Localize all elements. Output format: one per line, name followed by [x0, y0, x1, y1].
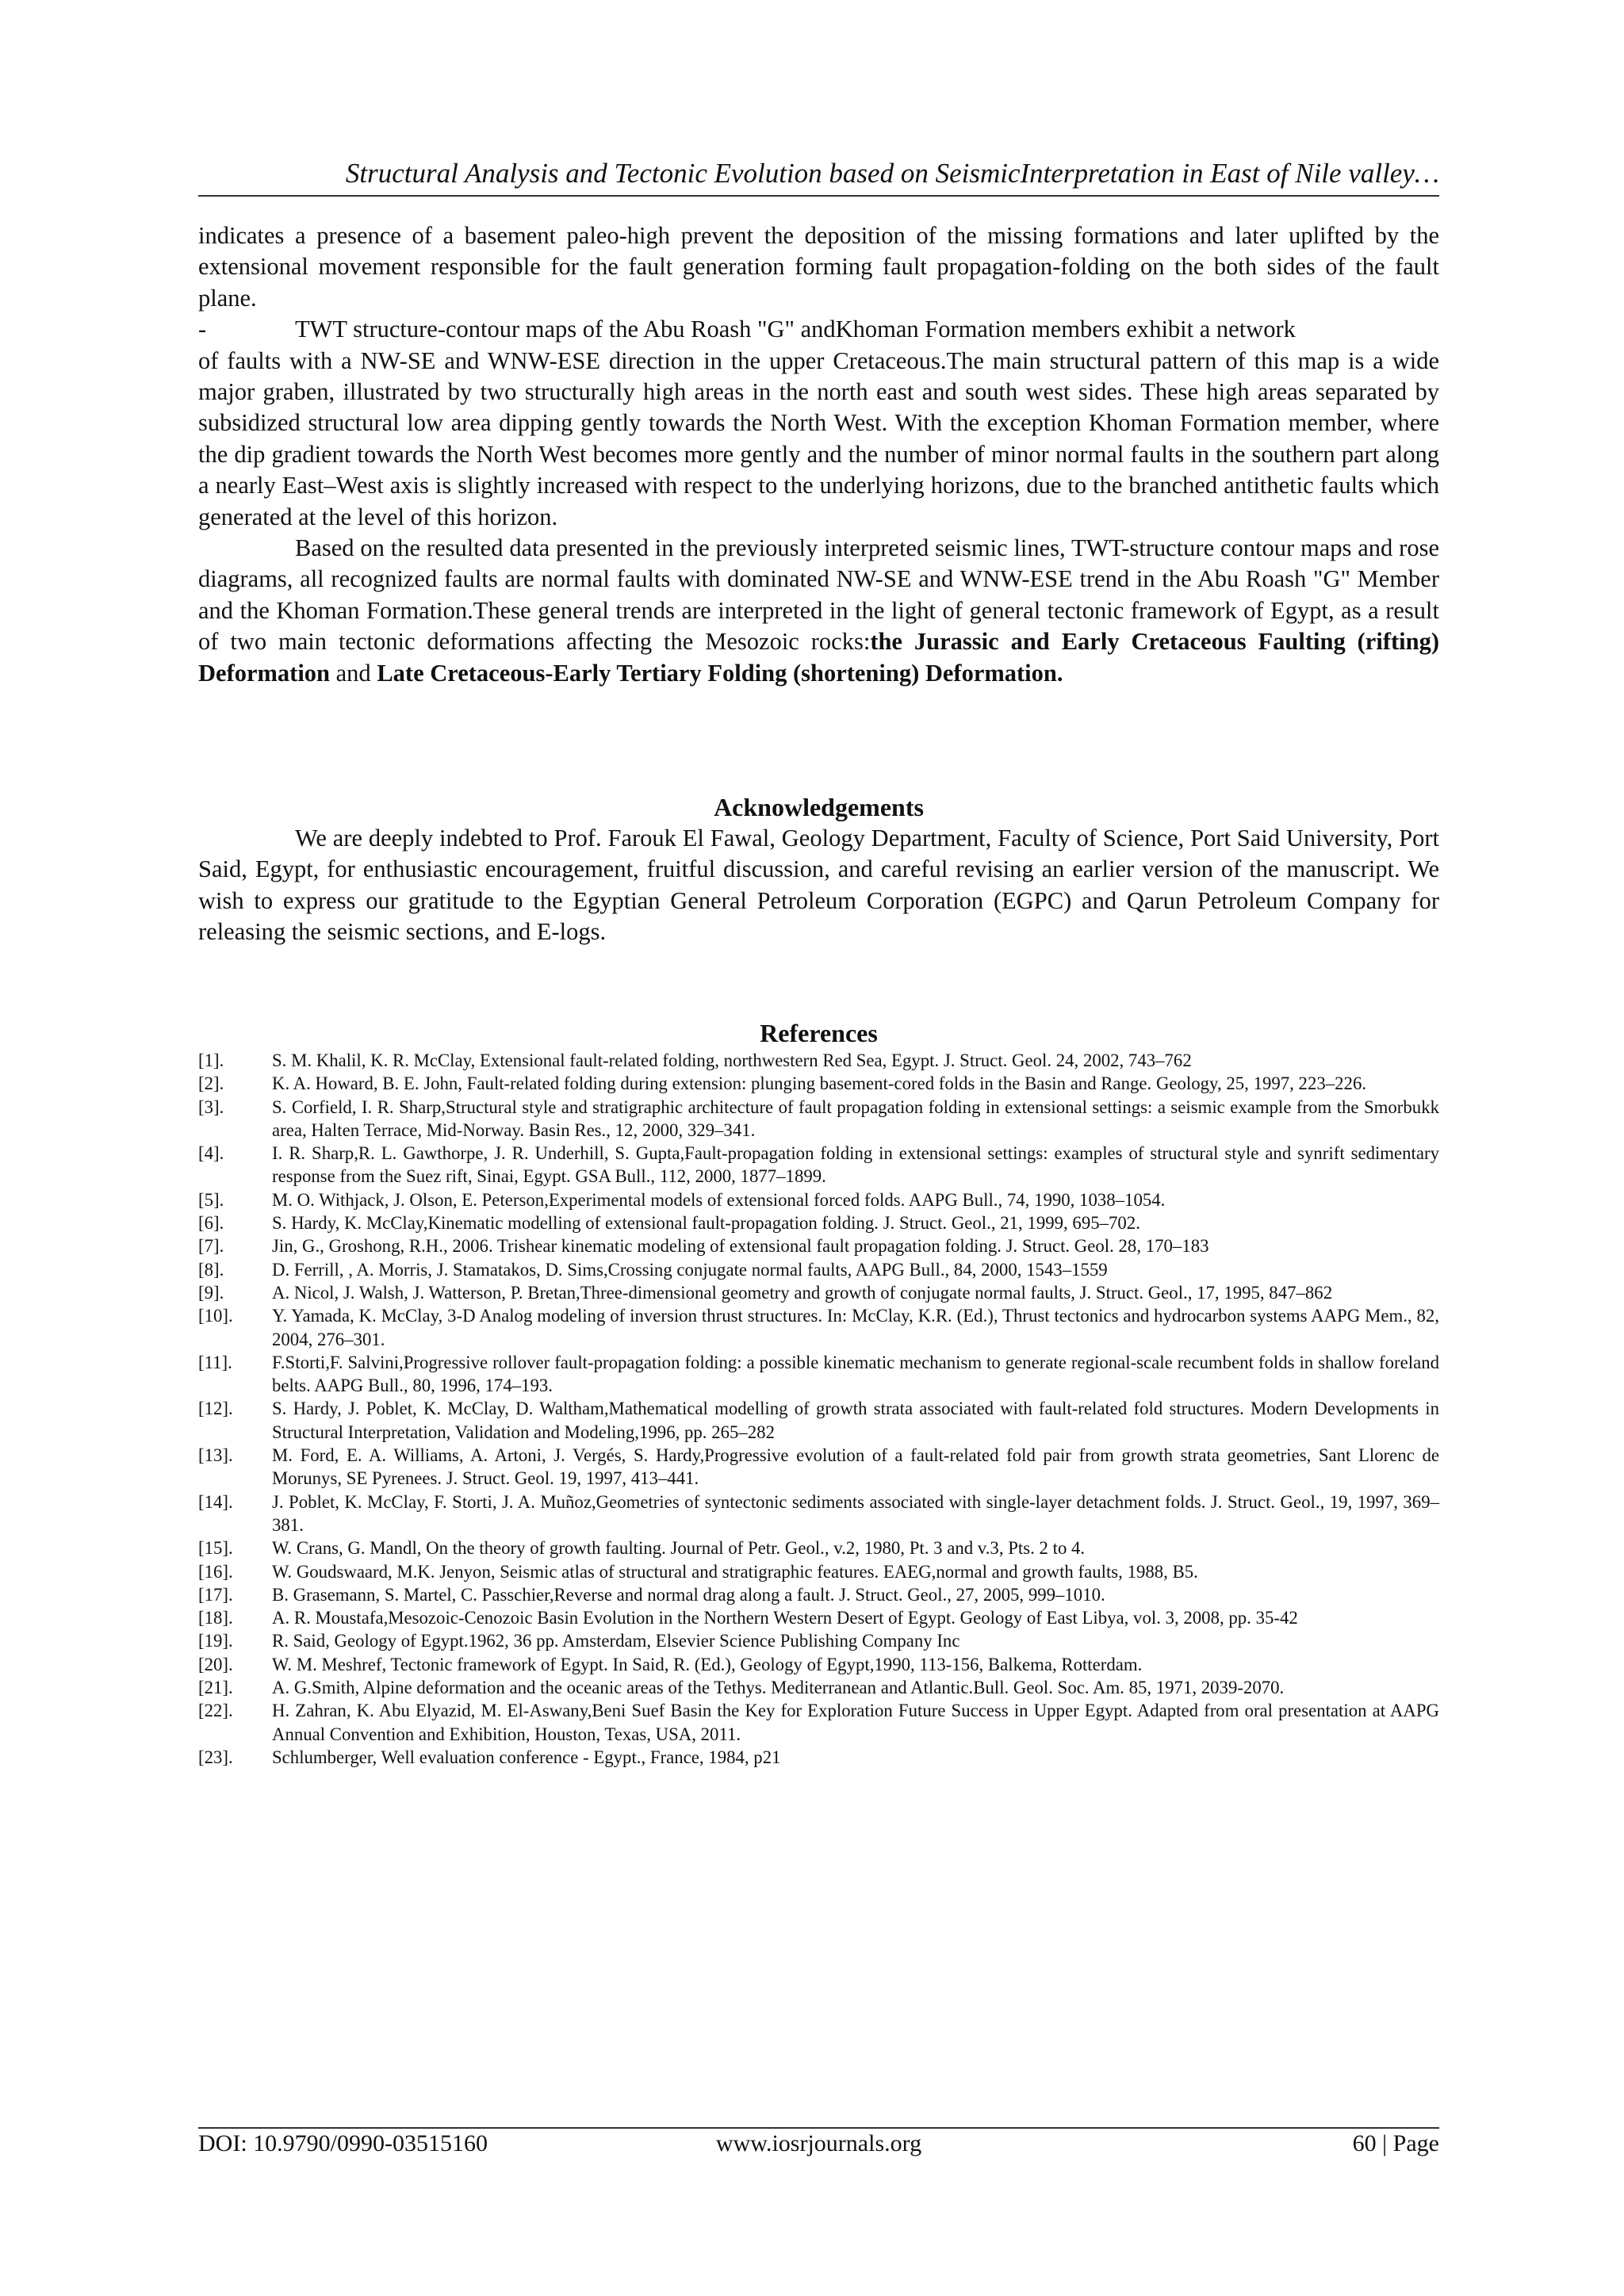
reference-text: W. Crans, G. Mandl, On the theory of growth faulting. Journal of Petr. Geol., v.2, 1980, Pt. 3 and v.3, Pts. 2 to 4. [272, 1538, 1086, 1559]
reference-text: D. Ferrill, , A. Morris, J. Stamatakos, D. Sims,Crossing conjugate normal faults, AAPG Bull., 84, 2000, 1543–1559 [272, 1259, 1108, 1280]
reference-item [198, 1049, 1439, 1072]
reference-text: Schlumberger, Well evaluation conference - Egypt., France, 1984, p21 [272, 1747, 781, 1767]
reference-number: [4]. [198, 1143, 224, 1164]
reference-text: S. Hardy, J. Poblet, K. McClay, D. Waltham,Mathematical modelling of growth strata associated with fault-related fold structures. Modern Developments in Structural Interpretation, Validation and Modeling,1996, pp. 265–282 [272, 1399, 1439, 1442]
acknowledgements-heading: Acknowledgements [714, 793, 924, 821]
reference-number: [7]. [198, 1236, 224, 1257]
reference-text: I. R. Sharp,R. L. Gawthorpe, J. R. Underhill, S. Gupta,Fault-propagation folding in extensional settings: examples of structural style and synrift sedimentary response from the Suez rift, Sinai, Egypt. GSA Bull., 112, 2000, 1877–1899. [272, 1143, 1439, 1187]
reference-text: B. Grasemann, S. Martel, C. Passchier,Reverse and normal drag along a fault. J. Struct. Geol., 27, 2005, 999–1010. [272, 1584, 1105, 1605]
reference-number: [16]. [198, 1561, 233, 1582]
reference-item [198, 1444, 1439, 1490]
dash-bullet: - [198, 316, 207, 343]
paragraph-1: indicates a presence of a basement paleo-high prevent the deposition of the missing formations and later uplifted by the extensional movement responsible for the fault generation forming fault propagation-folding on the both sides of the fault plane. [198, 222, 1439, 312]
reference-text: S. Hardy, K. McClay,Kinematic modelling of extensional fault-propagation folding. J. Struct. Geol., 21, 1999, 695–702. [272, 1213, 1140, 1234]
reference-number: [13]. [198, 1445, 233, 1466]
paragraph-2-start: TWT structure-contour maps of the Abu Roash "G" andKhoman Formation members exhibit a network [295, 316, 1296, 343]
reference-number: [17]. [198, 1584, 233, 1605]
acknowledgements-text: We are deeply indebted to Prof. Farouk El Fawal, Geology Department, Faculty of Science, Port Said University, Port Said, Egypt, for enthusiastic encouragement, fruitful discussion, and careful revising an earlier version of the manuscript. We wish to express our gratitude to the Egyptian General Petroleum Corporation (EGPC) and Qarun Petroleum Company for releasing the seismic sections, and E-logs. [198, 825, 1439, 946]
reference-number: [3]. [198, 1096, 224, 1117]
reference-item [198, 1281, 1439, 1304]
paragraph-2-rest: of faults with a NW-SE and WNW-ESE direction in the upper Cretaceous.The main structural pattern of this map is a wide major graben, illustrated by two structurally high areas in the north east and south west sides. These high areas separated by subsidized structural low area dipping gently towards the North West. With the exception Khoman Formation member, where the dip gradient towards the North West becomes more gently and the number of minor normal faults in the southern part along a nearly East–West axis is slightly increased with respect to the underlying horizons, due to the branched antithetic faults which generated at the level of this horizon. [198, 346, 1439, 530]
paragraph-3-and: and [330, 659, 377, 687]
reference-item [198, 1676, 1439, 1699]
reference-item [198, 1142, 1439, 1188]
footer-website[interactable]: www.iosrjournals.org [715, 2130, 922, 2156]
reference-item [198, 1397, 1439, 1444]
reference-number: [23]. [198, 1747, 233, 1767]
reference-item [198, 1096, 1439, 1142]
reference-item [198, 1629, 1439, 1652]
paragraph-3 [198, 533, 1439, 689]
reference-number: [8]. [198, 1259, 224, 1280]
reference-item [198, 1490, 1439, 1537]
reference-item [198, 1536, 1439, 1559]
acknowledgements-section [198, 823, 1439, 948]
reference-number: [6]. [198, 1213, 224, 1234]
reference-number: [12]. [198, 1399, 233, 1419]
reference-text: J. Poblet, K. McClay, F. Storti, J. A. Muñoz,Geometries of syntectonic sediments associated with single-layer detachment folds. J. Struct. Geol., 19, 1997, 369–381. [272, 1491, 1439, 1535]
reference-text: F.Storti,F. Salvini,Progressive rollover fault-propagation folding: a possible kinematic mechanism to generate regional-scale recumbent folds in shallow foreland belts. AAPG Bull., 80, 1996, 174–193. [272, 1352, 1439, 1396]
reference-number: [9]. [198, 1282, 224, 1303]
reference-item [198, 1304, 1439, 1351]
reference-item [198, 1188, 1439, 1211]
header-rule [198, 195, 1439, 197]
running-header: Structural Analysis and Tectonic Evolution based on SeismicInterpretation in East of Nile valley… [345, 158, 1439, 189]
reference-text: H. Zahran, K. Abu Elyazid, M. El-Aswany,Beni Suef Basin the Key for Exploration Future Success in Upper Egypt. Adapted from oral presentation at AAPG Annual Convention and Exhibition, Houston, Texas, USA, 2011. [272, 1701, 1439, 1744]
reference-number: [22]. [198, 1701, 233, 1721]
reference-number: [18]. [198, 1608, 233, 1628]
reference-number: [2]. [198, 1073, 224, 1094]
reference-number: [10]. [198, 1306, 233, 1326]
paragraph-2-first-line [198, 314, 1439, 345]
reference-text: A. R. Moustafa,Mesozoic-Cenozoic Basin Evolution in the Northern Western Desert of Egypt. Geology of East Libya, vol. 3, 2008, pp. 35-42 [272, 1608, 1298, 1628]
footer-doi: DOI: 10.9790/0990-03515160 [198, 2130, 488, 2156]
reference-item [198, 1746, 1439, 1769]
reference-item [198, 1072, 1439, 1095]
reference-number: [19]. [198, 1631, 233, 1651]
reference-text: W. M. Meshref, Tectonic framework of Egypt. In Said, R. (Ed.), Geology of Egypt,1990, 113-156, Balkema, Rotterdam. [272, 1654, 1143, 1674]
reference-text: S. Corfield, I. R. Sharp,Structural style and stratigraphic architecture of fault propagation folding in extensional settings: a seismic example from the Smorbukk area, Halten Terrace, Mid-Norway. Basin Res., 12, 2000, 329–341. [272, 1096, 1439, 1140]
reference-item [198, 1583, 1439, 1606]
reference-text: K. A. Howard, B. E. John, Fault-related folding during extension: plunging basement-cored folds in the Basin and Range. Geology, 25, 1997, 223–226. [272, 1073, 1367, 1094]
reference-number: [11]. [198, 1352, 232, 1372]
reference-text: R. Said, Geology of Egypt.1962, 36 pp. Amsterdam, Elsevier Science Publishing Company Inc [272, 1631, 960, 1651]
reference-item [198, 1234, 1439, 1257]
reference-text: W. Goudswaard, M.K. Jenyon, Seismic atlas of structural and stratigraphic features. EAEG,normal and growth faults, 1988, B5. [272, 1561, 1198, 1582]
footer [198, 2128, 1439, 2160]
body-text [198, 220, 1439, 689]
reference-text: Jin, G., Groshong, R.H., 2006. Trishear kinematic modeling of extensional fault propagation folding. J. Struct. Geol. 28, 170–183 [272, 1236, 1209, 1257]
reference-text: Y. Yamada, K. McClay, 3-D Analog modeling of inversion thrust structures. In: McClay, K.R. (Ed.), Thrust tectonics and hydrocarbon systems AAPG Mem., 82, 2004, 276–301. [272, 1306, 1439, 1349]
reference-number: [20]. [198, 1654, 233, 1674]
reference-text: A. Nicol, J. Walsh, J. Watterson, P. Bretan,Three-dimensional geometry and growth of conjugate normal faults, J. Struct. Geol., 17, 1995, 847–862 [272, 1282, 1333, 1303]
references-list [198, 1049, 1439, 1769]
reference-text: A. G.Smith, Alpine deformation and the oceanic areas of the Tethys. Mediterranean and Atlantic.Bull. Geol. Soc. Am. 85, 1971, 2039-2070. [272, 1678, 1285, 1698]
reference-item [198, 1211, 1439, 1234]
reference-item [198, 1653, 1439, 1676]
paragraph-3-text: Based on the resulted data presented in the previously interpreted seismic lines, TWT-structure contour maps and rose diagrams, all recognized faults are normal faults with dominated NW-SE and WNW-ESE trend in the Abu Roash "G" Member and the Khoman Formation.These general trends are interpreted in the light of general tectonic framework of Egypt, as a result of two main tectonic deformations affecting the Mesozoic rocks: [198, 534, 1439, 656]
footer-page-number: 60 | Page [1352, 2130, 1439, 2156]
reference-text: M. O. Withjack, J. Olson, E. Peterson,Experimental models of extensional forced folds. AAPG Bull., 74, 1990, 1038–1054. [272, 1189, 1166, 1210]
reference-text: M. Ford, E. A. Williams, A. Artoni, J. Vergés, S. Hardy,Progressive evolution of a fault-related fold pair from growth strata geometries, Sant Llorenc de Morunys, SE Pyrenees. J. Struct. Geol. 19, 1997, 413–441. [272, 1445, 1439, 1489]
reference-item [198, 1699, 1439, 1746]
paragraph-3-bold-2: Late Cretaceous-Early Tertiary Folding (shortening) Deformation. [377, 659, 1063, 687]
paragraph-3-bold-1: the Jurassic and Early Cretaceous Faulting (rifting) Deformation [198, 628, 1439, 687]
reference-item [198, 1351, 1439, 1398]
reference-item [198, 1258, 1439, 1281]
reference-number: [21]. [198, 1678, 233, 1698]
reference-text: S. M. Khalil, K. R. McClay, Extensional fault-related folding, northwestern Red Sea, Egypt. J. Struct. Geol. 24, 2002, 743–762 [272, 1050, 1192, 1070]
reference-number: [5]. [198, 1189, 224, 1210]
reference-number: [1]. [198, 1050, 224, 1070]
references-heading: References [760, 1019, 878, 1047]
reference-number: [14]. [198, 1491, 233, 1512]
reference-item [198, 1560, 1439, 1583]
reference-item [198, 1606, 1439, 1629]
reference-number: [15]. [198, 1538, 233, 1559]
